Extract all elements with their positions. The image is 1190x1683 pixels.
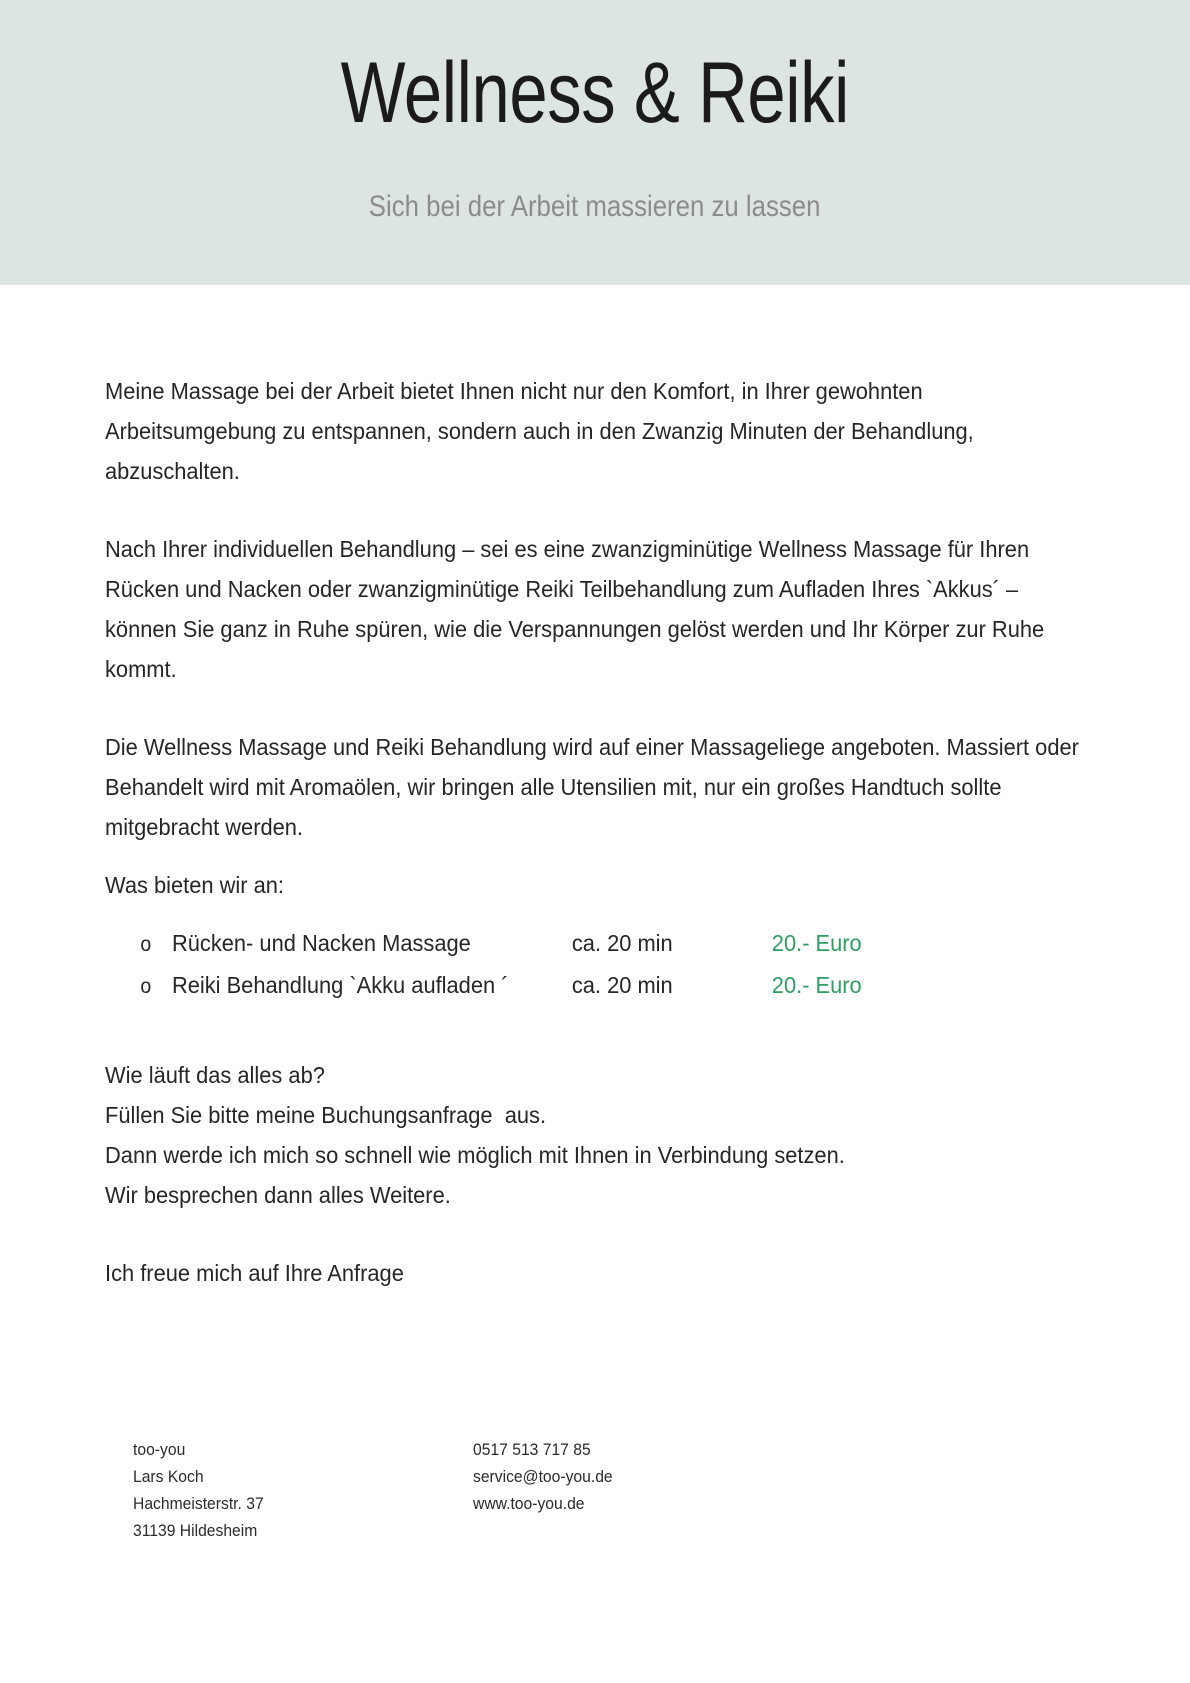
page-subtitle: Sich bei der Arbeit massieren zu lassen xyxy=(369,190,821,224)
footer-address-column xyxy=(133,1437,456,1545)
offer-heading: Was bieten wir an: xyxy=(105,872,284,898)
process-step-1: Füllen Sie bitte meine Buchungsanfrage aus. xyxy=(105,1102,547,1128)
offer-duration: ca. 20 min xyxy=(571,972,673,998)
list-item xyxy=(105,923,1085,965)
list-item xyxy=(105,965,1085,1007)
offer-list xyxy=(105,923,1085,1007)
bullet-marker-icon: o xyxy=(140,975,152,998)
process-step-2: Dann werde ich mich so schnell wie möglich mit Ihnen in Verbindung setzen. xyxy=(105,1142,845,1168)
footer-street: Hachmeisterstr. 37 xyxy=(133,1495,264,1513)
footer-company: too-you xyxy=(133,1441,186,1459)
page-title: Wellness & Reiki xyxy=(340,45,850,141)
footer-city: 31139 Hildesheim xyxy=(133,1522,258,1540)
offer-name: Rücken- und Nacken Massage xyxy=(171,930,471,956)
footer-email[interactable]: service@too-you.de xyxy=(473,1468,613,1486)
bullet-marker-icon: o xyxy=(140,933,152,956)
intro-paragraph: Meine Massage bei der Arbeit bietet Ihnen nicht nur den Komfort, in Ihrer gewohnten Arbeitsumgebung zu entspannen, sondern auch in den Zwanzig Minuten der Behandlung, abzuschalten. xyxy=(105,378,974,484)
paragraph-spacer xyxy=(105,847,1085,865)
process-question: Wie läuft das alles ab? xyxy=(105,1062,325,1088)
process-step-3: Wir besprechen dann alles Weitere. xyxy=(105,1182,451,1208)
offer-name: Reiki Behandlung `Akku aufladen ´ xyxy=(171,972,509,998)
paragraph-spacer xyxy=(105,491,1085,529)
footer-contact-column xyxy=(473,1437,796,1545)
offer-price: 20.- Euro xyxy=(771,930,862,956)
closing-line: Ich freue mich auf Ihre Anfrage xyxy=(105,1260,404,1286)
logistics-paragraph: Die Wellness Massage und Reiki Behandlung wird auf einer Massageliege angeboten. Massiert oder Behandelt wird mit Aromaölen, wir bringen alle Utensilien mit, nur ein großes Handtuch sollte mitgebracht werden. xyxy=(105,734,1079,840)
top-spacer xyxy=(105,285,1085,371)
offer-duration: ca. 20 min xyxy=(571,930,673,956)
footer-website[interactable]: www.too-you.de xyxy=(473,1495,585,1513)
paragraph-spacer xyxy=(105,689,1085,727)
document-footer xyxy=(0,1437,1190,1545)
list-spacer xyxy=(105,905,1085,923)
footer-contact-name: Lars Koch xyxy=(133,1468,204,1486)
section-spacer xyxy=(105,1215,1085,1253)
footer-phone: 0517 513 717 85 xyxy=(473,1441,591,1459)
document-header-band xyxy=(0,0,1190,285)
document-body xyxy=(0,285,1190,1293)
section-spacer xyxy=(105,1007,1085,1055)
offer-price: 20.- Euro xyxy=(771,972,862,998)
treatment-paragraph: Nach Ihrer individuellen Behandlung – sei es eine zwanzigminütige Wellness Massage für Ihren Rücken und Nacken oder zwanzigminütige Reiki Teilbehandlung zum Aufladen Ihres `Akkus´ – können Sie ganz in Ruhe spüren, wie die Verspannungen gelöst werden und Ihr Körper zur Ruhe kommt. xyxy=(105,536,1045,682)
